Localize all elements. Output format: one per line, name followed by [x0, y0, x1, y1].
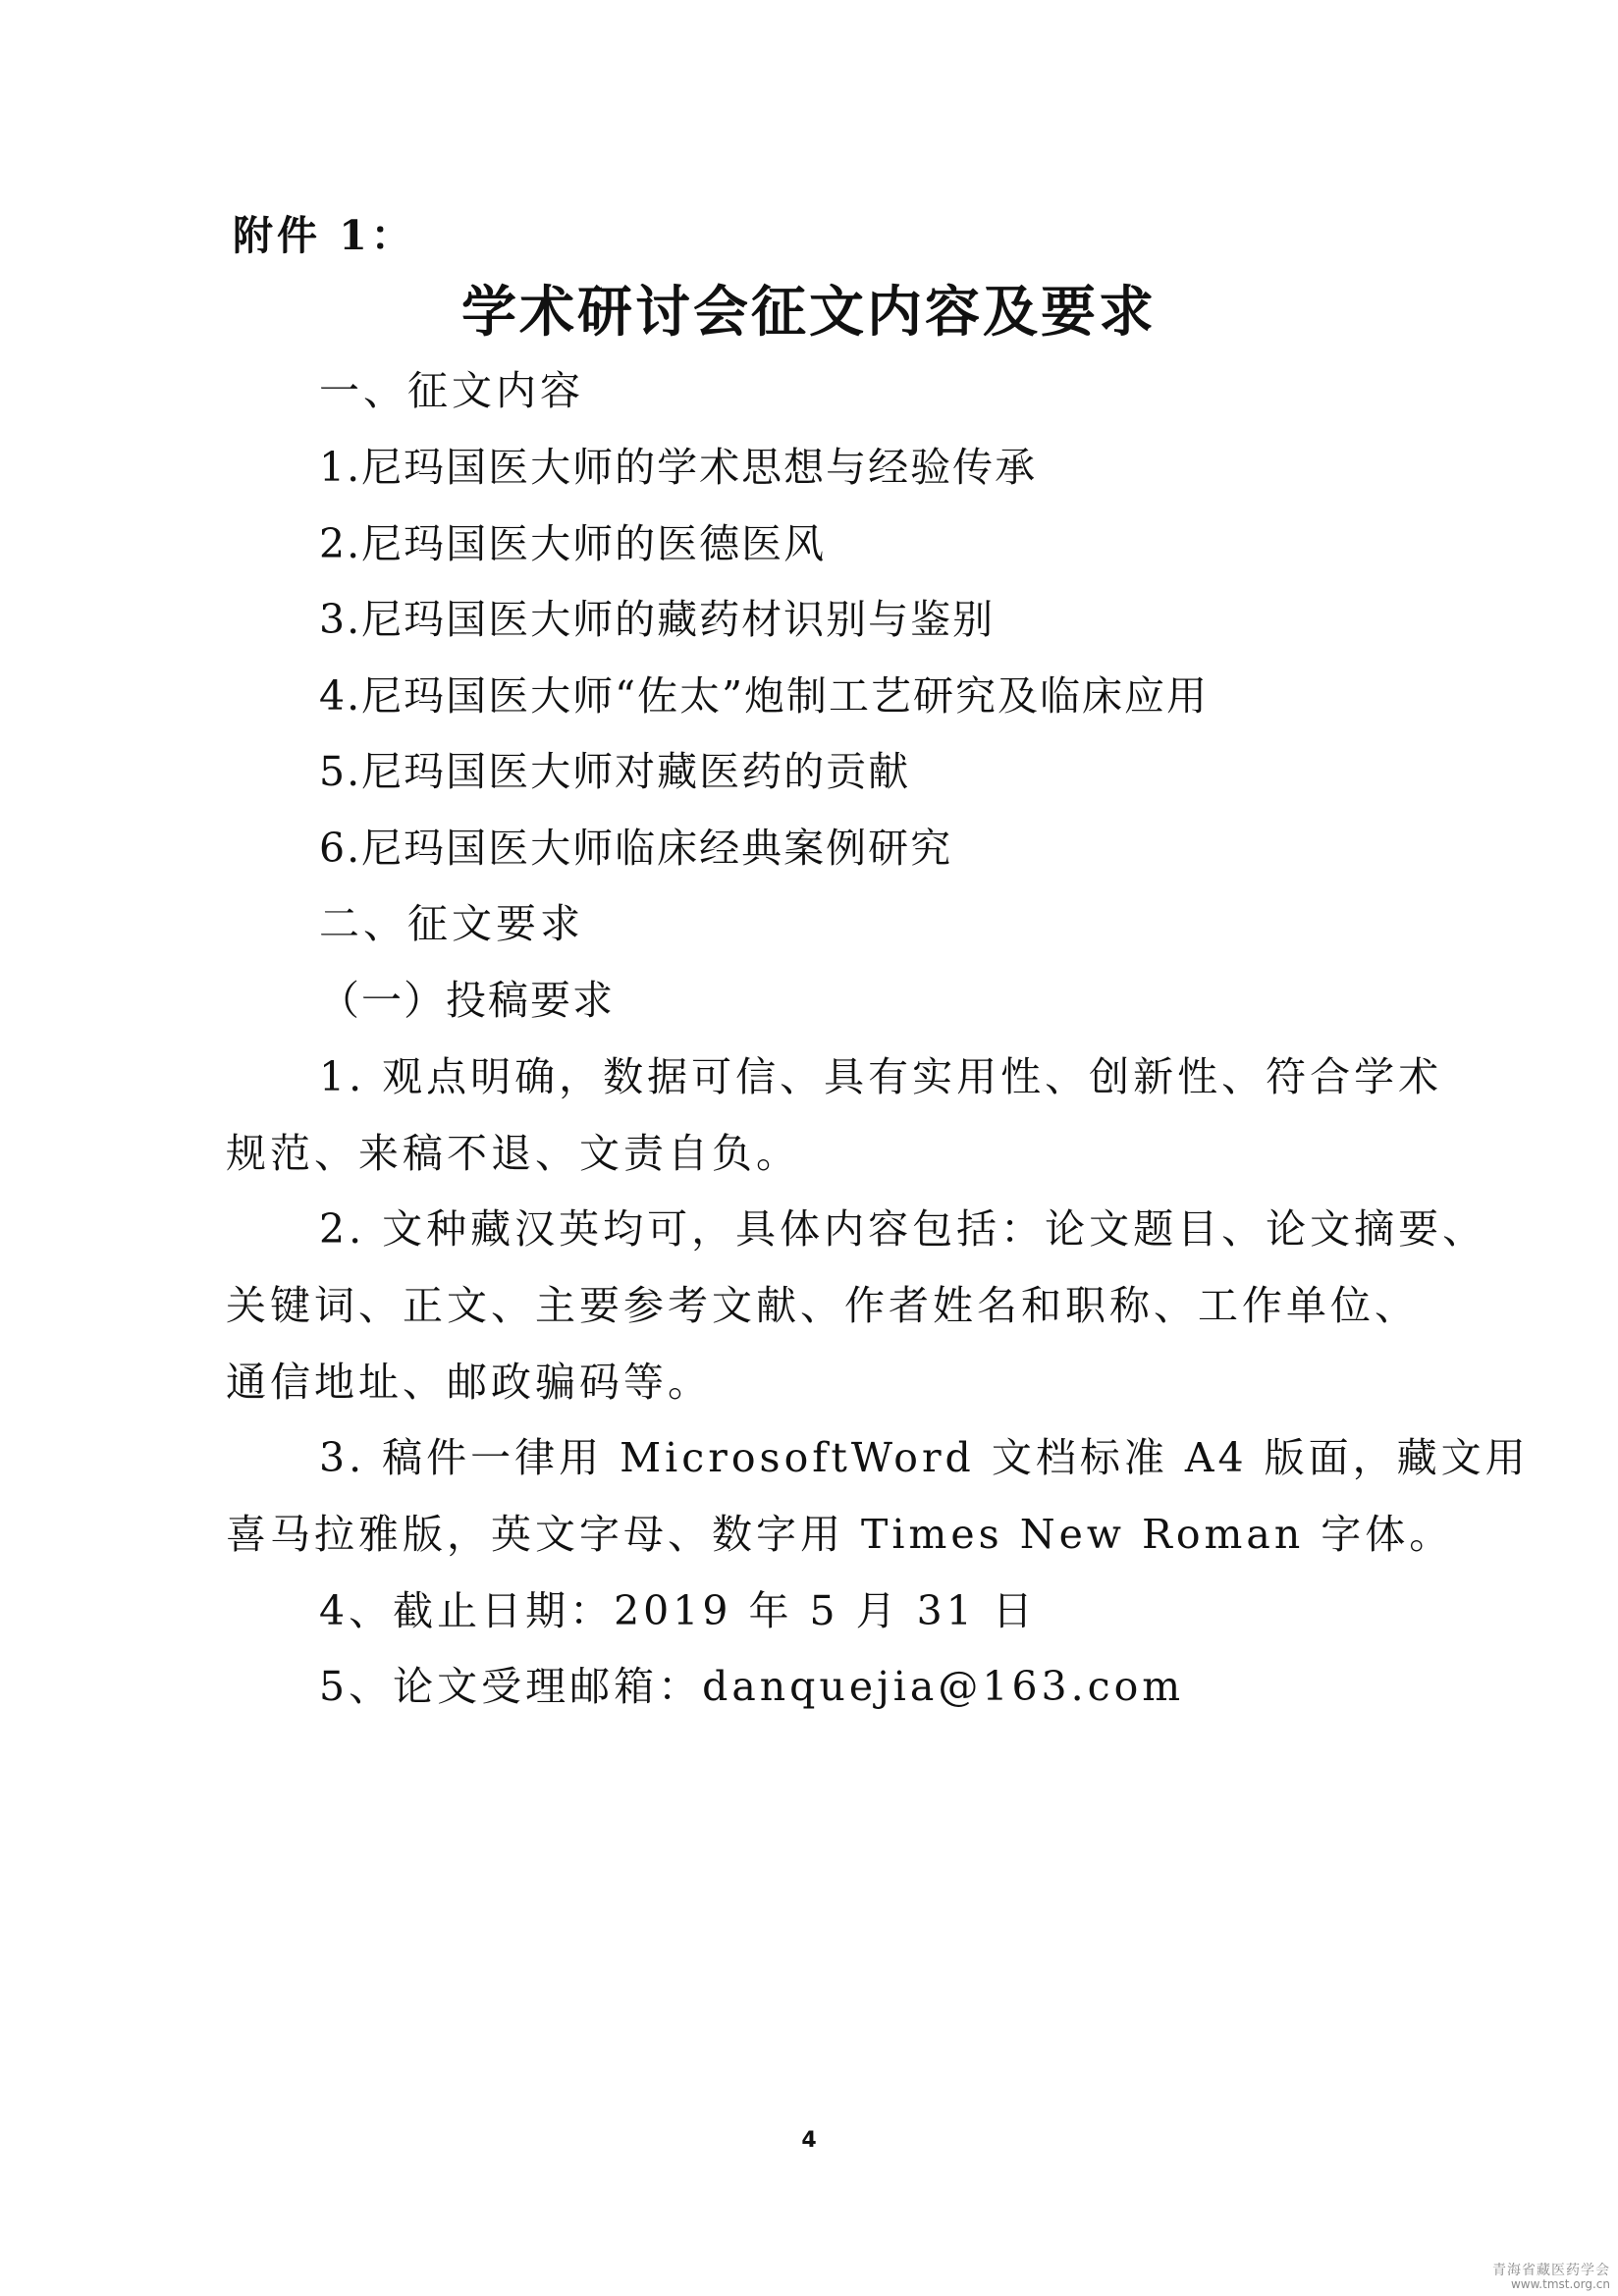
content-item-1: 1.尼玛国医大师的学术思想与经验传承	[319, 444, 1038, 491]
attachment-label: 附件 1：	[233, 212, 415, 259]
section-heading-content: 一、征文内容	[319, 367, 584, 414]
requirement-1-line-2: 规范、来稿不退、文责自负。	[226, 1130, 800, 1177]
requirement-3-line-1: 3. 稿件一律用 MicrosoftWord 文档标准 A4 版面，藏文用	[319, 1434, 1530, 1481]
requirement-5-email: 5、论文受理邮箱：danquejia@163.com	[319, 1663, 1185, 1710]
content-item-2: 2.尼玛国医大师的医德医风	[319, 520, 827, 567]
watermark	[1492, 2264, 1610, 2291]
document-title: 学术研讨会征文内容及要求	[461, 280, 1157, 345]
requirement-2-line-2: 关键词、正文、主要参考文献、作者姓名和职称、工作单位、	[226, 1282, 1419, 1329]
section-heading-requirements: 二、征文要求	[319, 900, 584, 947]
requirement-4-deadline: 4、截止日期：2019 年 5 月 31 日	[319, 1587, 1037, 1634]
page-number: 4	[801, 2128, 817, 2153]
content-item-4: 4.尼玛国医大师“佐太”炮制工艺研究及临床应用	[319, 672, 1210, 720]
requirement-2-line-3: 通信地址、邮政骗码等。	[226, 1359, 712, 1406]
watermark-org-name: 青海省藏医药学会	[1492, 2263, 1610, 2278]
requirement-1-line-1: 1. 观点明确，数据可信、具有实用性、创新性、符合学术	[319, 1053, 1443, 1100]
watermark-url: www.tmst.org.cn	[1510, 2277, 1610, 2291]
content-item-6: 6.尼玛国医大师临床经典案例研究	[319, 825, 953, 872]
content-item-3: 3.尼玛国医大师的藏药材识别与鉴别	[319, 596, 996, 643]
subsection-heading-submission: （一）投稿要求	[319, 977, 615, 1024]
content-item-5: 5.尼玛国医大师对藏医药的贡献	[319, 748, 911, 795]
requirement-3-line-2: 喜马拉雅版，英文字母、数字用 Times New Roman 字体。	[226, 1511, 1454, 1558]
requirement-2-line-1: 2. 文种藏汉英均可，具体内容包括：论文题目、论文摘要、	[319, 1205, 1487, 1253]
